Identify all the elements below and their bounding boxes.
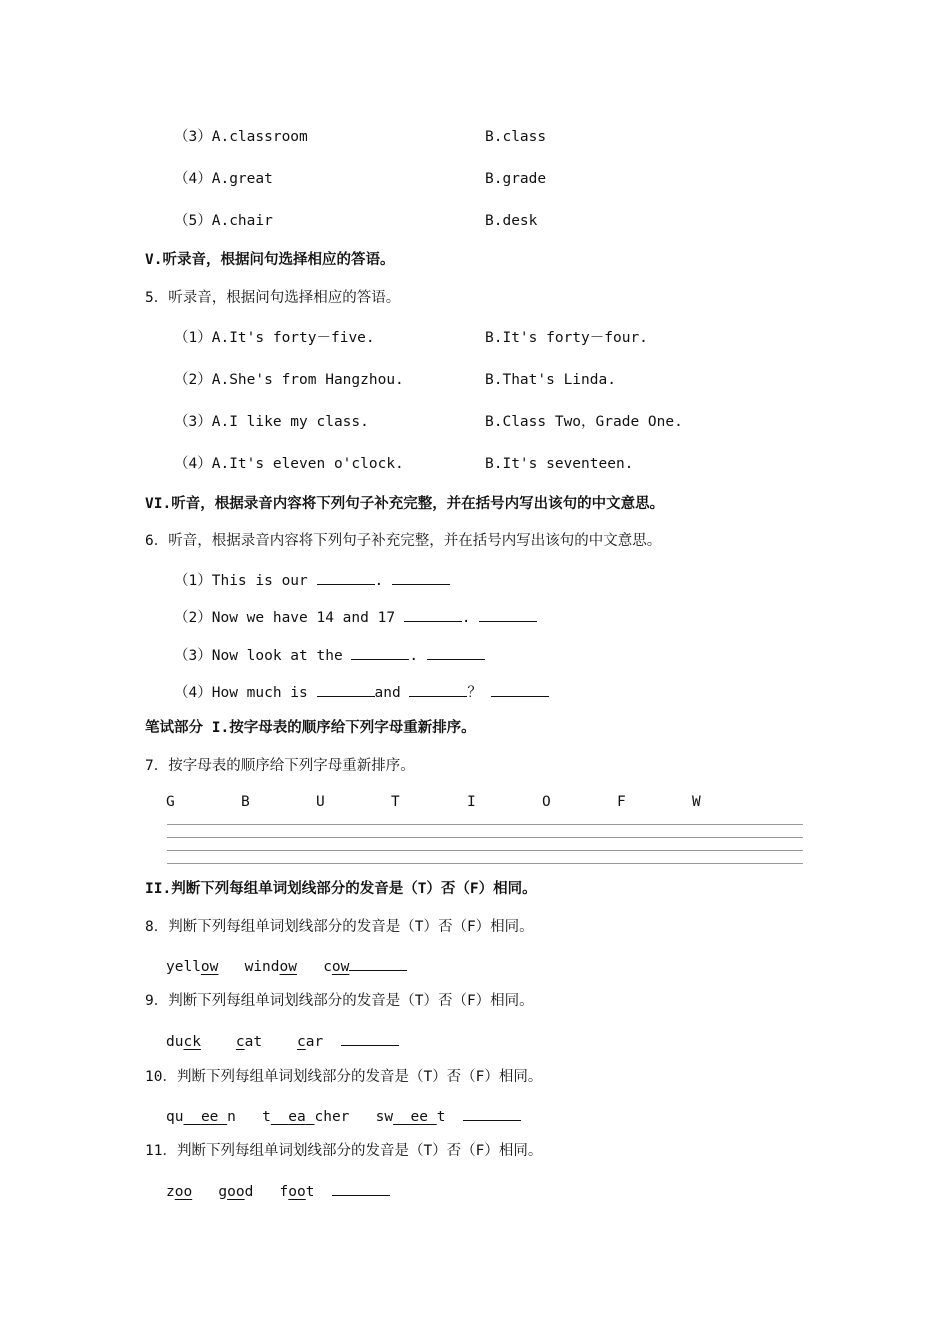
letter: G: [166, 794, 175, 810]
writing-line[interactable]: [167, 850, 803, 851]
question-11: 11．判断下列每组单词划线部分的发音是（T）否（F）相同。: [145, 1143, 543, 1159]
s6-line-4: （4）How much is and ？: [174, 682, 549, 702]
answer-blank[interactable]: [341, 1031, 399, 1046]
question-6: 6．听音，根据录音内容将下列句子补充完整，并在括号内写出该句的中文意思。: [145, 533, 662, 549]
section-v-heading: V.听录音，根据问句选择相应的答语。: [145, 252, 395, 268]
s5-item-4-b: B.It's seventeen.: [485, 456, 634, 472]
s4-item-5: （5）A.chair: [174, 213, 273, 229]
question-5: 5．听录音，根据问句选择相应的答语。: [145, 290, 401, 306]
answer-blank[interactable]: [317, 570, 375, 585]
section-ii-heading: II.判断下列每组单词划线部分的发音是（T）否（F）相同。: [145, 881, 537, 897]
word-group-9: duck cat car: [166, 1031, 399, 1051]
letter: F: [617, 794, 626, 810]
s6-line-3: （3）Now look at the .: [174, 645, 485, 665]
s5-item-3: （3）A.I like my class.: [174, 414, 369, 430]
answer-blank[interactable]: [332, 1181, 390, 1196]
letter: I: [467, 794, 476, 810]
question-9: 9．判断下列每组单词划线部分的发音是（T）否（F）相同。: [145, 993, 534, 1009]
s4-item-4-b: B.grade: [485, 171, 547, 187]
writing-line[interactable]: [167, 824, 803, 825]
letter: T: [391, 794, 400, 810]
answer-blank[interactable]: [409, 682, 467, 697]
s4-item-3-b: B.class: [485, 129, 547, 145]
s5-item-2: （2）A.She's from Hangzhou.: [174, 372, 404, 388]
answer-blank[interactable]: [404, 607, 462, 622]
question-8: 8．判断下列每组单词划线部分的发音是（T）否（F）相同。: [145, 919, 534, 935]
s5-item-1: （1）A.It's forty－five.: [174, 330, 375, 346]
s5-item-2-b: B.That's Linda.: [485, 372, 616, 388]
answer-blank[interactable]: [351, 645, 409, 660]
s4-item-4: （4）A.great: [174, 171, 273, 187]
letter: O: [542, 794, 551, 810]
answer-blank[interactable]: [349, 956, 407, 971]
s5-item-1-b: B.It's forty－four.: [485, 330, 648, 346]
question-10: 10．判断下列每组单词划线部分的发音是（T）否（F）相同。: [145, 1069, 543, 1085]
letter: B: [241, 794, 250, 810]
section-vi-heading: VI.听音，根据录音内容将下列句子补充完整，并在括号内写出该句的中文意思。: [145, 496, 665, 512]
answer-blank[interactable]: [317, 682, 375, 697]
answer-blank[interactable]: [479, 607, 537, 622]
word-group-11: zoo good foot: [166, 1181, 390, 1201]
letter: U: [316, 794, 325, 810]
answer-blank[interactable]: [463, 1106, 521, 1121]
answer-blank[interactable]: [427, 645, 485, 660]
s5-item-4: （4）A.It's eleven o'clock.: [174, 456, 404, 472]
answer-blank[interactable]: [491, 682, 549, 697]
s6-line-1: （1）This is our .: [174, 570, 450, 590]
s4-item-5-b: B.desk: [485, 213, 538, 229]
writing-line[interactable]: [167, 863, 803, 864]
s5-item-3-b: B.Class Two，Grade One.: [485, 414, 683, 430]
word-group-10: qu ee n t ea cher sw ee t: [166, 1106, 521, 1126]
word-group-8: yellow window cow: [166, 956, 407, 976]
written-part-heading: 笔试部分 I.按字母表的顺序给下列字母重新排序。: [145, 720, 476, 736]
writing-line[interactable]: [167, 837, 803, 838]
answer-blank[interactable]: [392, 570, 450, 585]
question-7: 7．按字母表的顺序给下列字母重新排序。: [145, 758, 415, 774]
letter: W: [692, 794, 701, 810]
s6-line-2: （2）Now we have 14 and 17 .: [174, 607, 537, 627]
s4-item-3: （3）A.classroom: [174, 129, 308, 145]
